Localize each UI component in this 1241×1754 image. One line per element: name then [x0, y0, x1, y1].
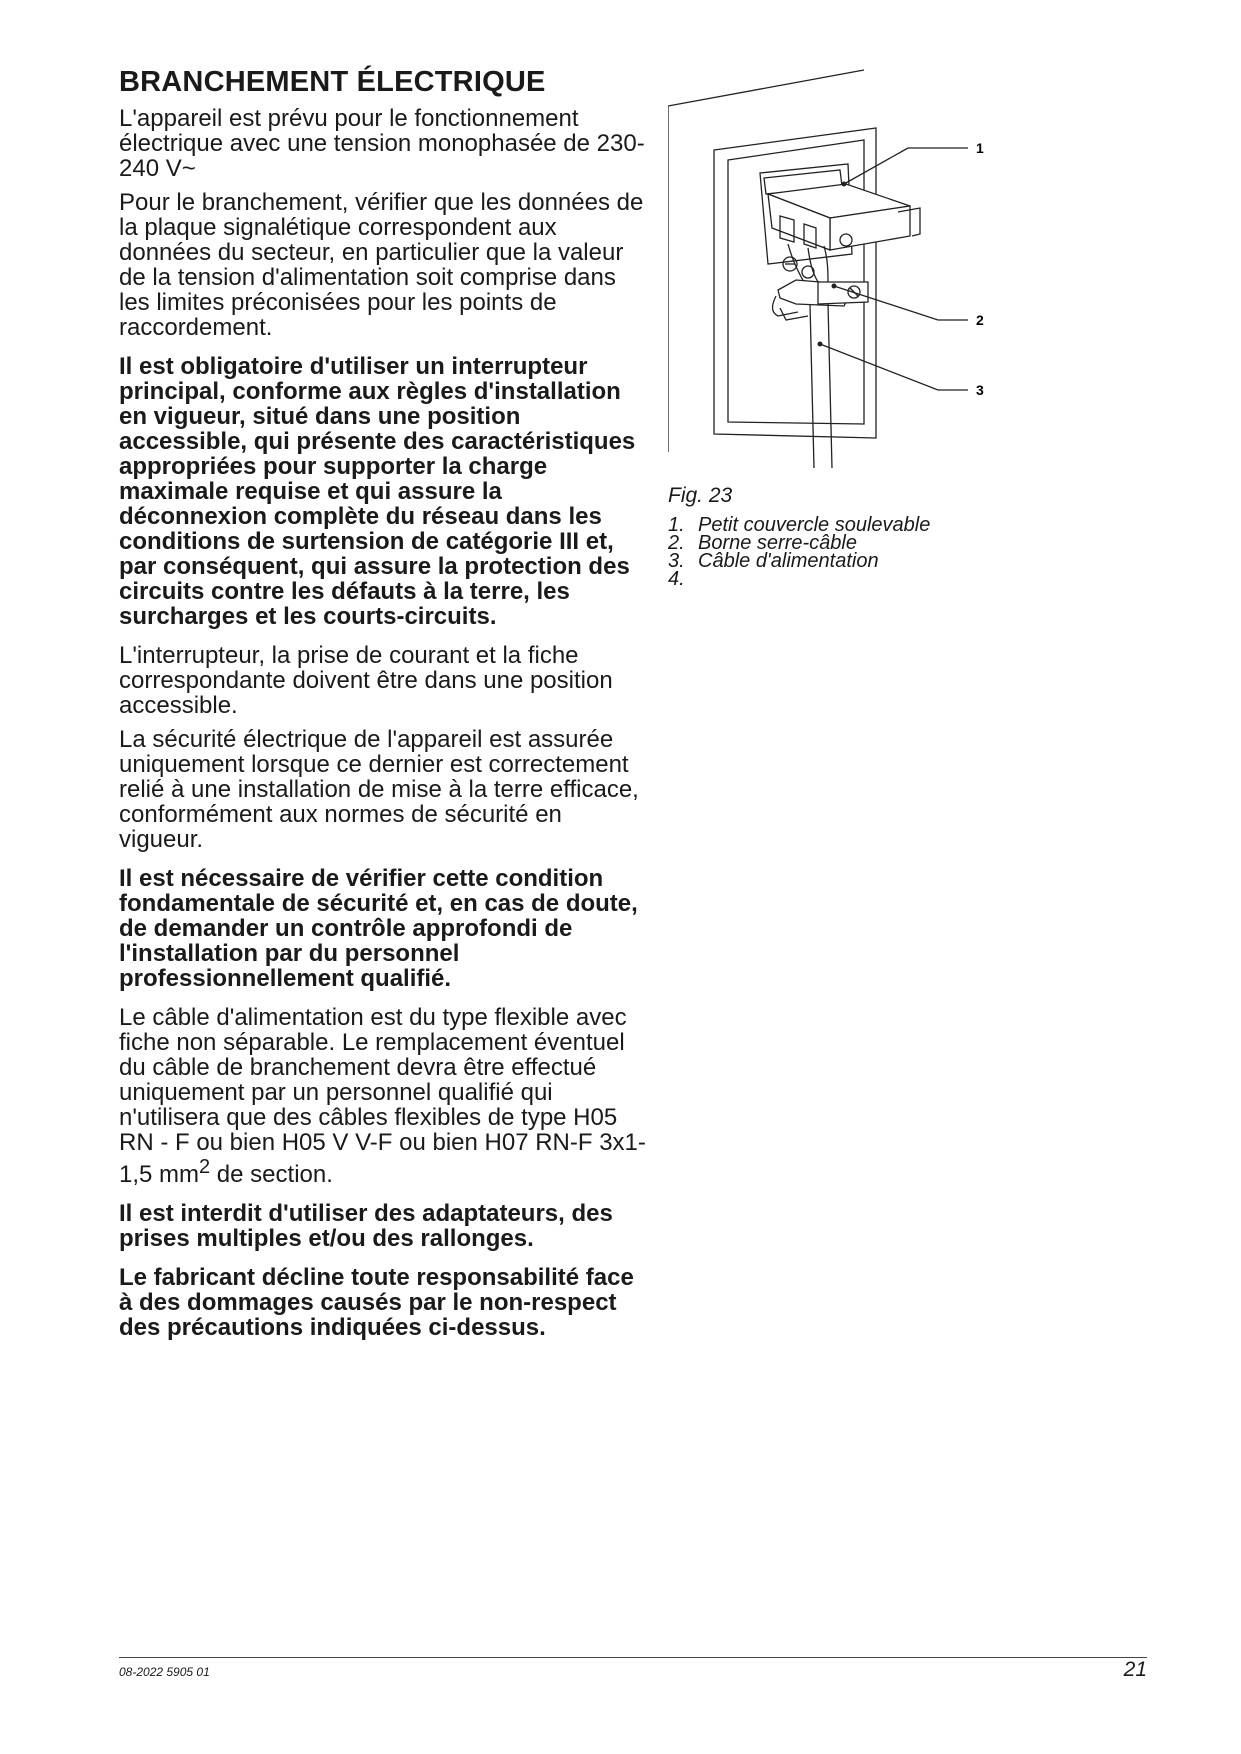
legend-item: [668, 570, 1048, 588]
cable-text: Le câble d'alimentation est du type flexible avec fiche non séparable. Le remplacement éventuel du câble de branchement devra être effectué uniquement par un personnel qualifié qui n'utilisera que des câbles flexibles de type H05 RN - F ou bien H05 V V-F ou bien H07 RN-F 3x1-1,5 mm: [119, 1004, 646, 1188]
legend-number: 1.: [668, 514, 685, 536]
paragraph-accessibility: L'interrupteur, la prise de courant et la fiche correspondante doivent être dans une position accessible.: [119, 642, 613, 719]
paragraph-adapters-warning: Il est interdit d'utiliser des adaptateurs, des prises multiples et/ou des rallonges.: [119, 1200, 613, 1252]
paragraph-voltage: L'appareil est prévu pour le fonctionnement électrique avec une tension monophasée de 230-240 V~: [119, 105, 645, 182]
paragraph-verification-warning: Il est nécessaire de vérifier cette condition fondamentale de sécurité et, en cas de doute, de demander un contrôle approfondi de l'installation par du personnel professionnellement qualifié.: [119, 865, 638, 992]
paragraph-rating-plate: Pour le branchement, vérifier que les données de la plaque signalétique correspondent aux données du secteur, en particulier que la valeur de la tension d'alimentation soit comprise dans les limites préconisées pour les points de raccordement.: [119, 189, 644, 341]
figure-caption: Fig. 23: [668, 484, 733, 507]
legend-number: 4.: [668, 568, 685, 590]
footer-divider: [119, 1657, 1147, 1658]
legend-number: 3.: [668, 550, 685, 572]
callout-3: 3: [976, 382, 984, 398]
main-text-column: [119, 64, 649, 1354]
cable-text-end: de section.: [210, 1161, 333, 1188]
terminal-block-illustration: [668, 68, 1028, 468]
legend-text: Borne serre-câble: [698, 532, 857, 554]
paragraph-earthing: La sécurité électrique de l'appareil est assurée uniquement lorsque ce dernier est correctement relié à une installation de mise à la terre efficace, conformément aux normes de sécurité en vigueur.: [119, 726, 639, 853]
document-code: 08-2022 5905 01: [119, 1665, 210, 1679]
figure-column: [668, 68, 1028, 473]
legend-item: [668, 552, 1048, 570]
callout-2: 2: [976, 312, 984, 328]
callout-1: 1: [976, 140, 984, 156]
paragraph-power-cable: [119, 1005, 649, 1187]
page-number: 21: [1123, 1658, 1147, 1681]
legend-number: 2.: [668, 532, 685, 554]
cable-superscript: 2: [199, 1156, 211, 1178]
paragraph-liability: Le fabricant décline toute responsabilité face à des dommages causés par le non-respect des précautions indiquées ci-dessus.: [119, 1264, 634, 1341]
legend-text: Câble d'alimentation: [698, 550, 879, 572]
section-heading: BRANCHEMENT ÉLECTRIQUE: [119, 66, 546, 98]
paragraph-main-switch-warning: Il est obligatoire d'utiliser un interrupteur principal, conforme aux règles d'installation en vigueur, situé dans une position accessible, qui présente des caractéristiques appropriées pour supporter la charge maximale requise et qui assure la déconnexion complète du réseau dans les conditions de surtension de catégorie III et, par conséquent, qui assure la protection des circuits contre les défauts à la terre, les surcharges et les courts-circuits.: [119, 353, 636, 630]
figure-legend: [668, 516, 1048, 588]
legend-text: Petit couvercle soulevable: [698, 514, 931, 536]
